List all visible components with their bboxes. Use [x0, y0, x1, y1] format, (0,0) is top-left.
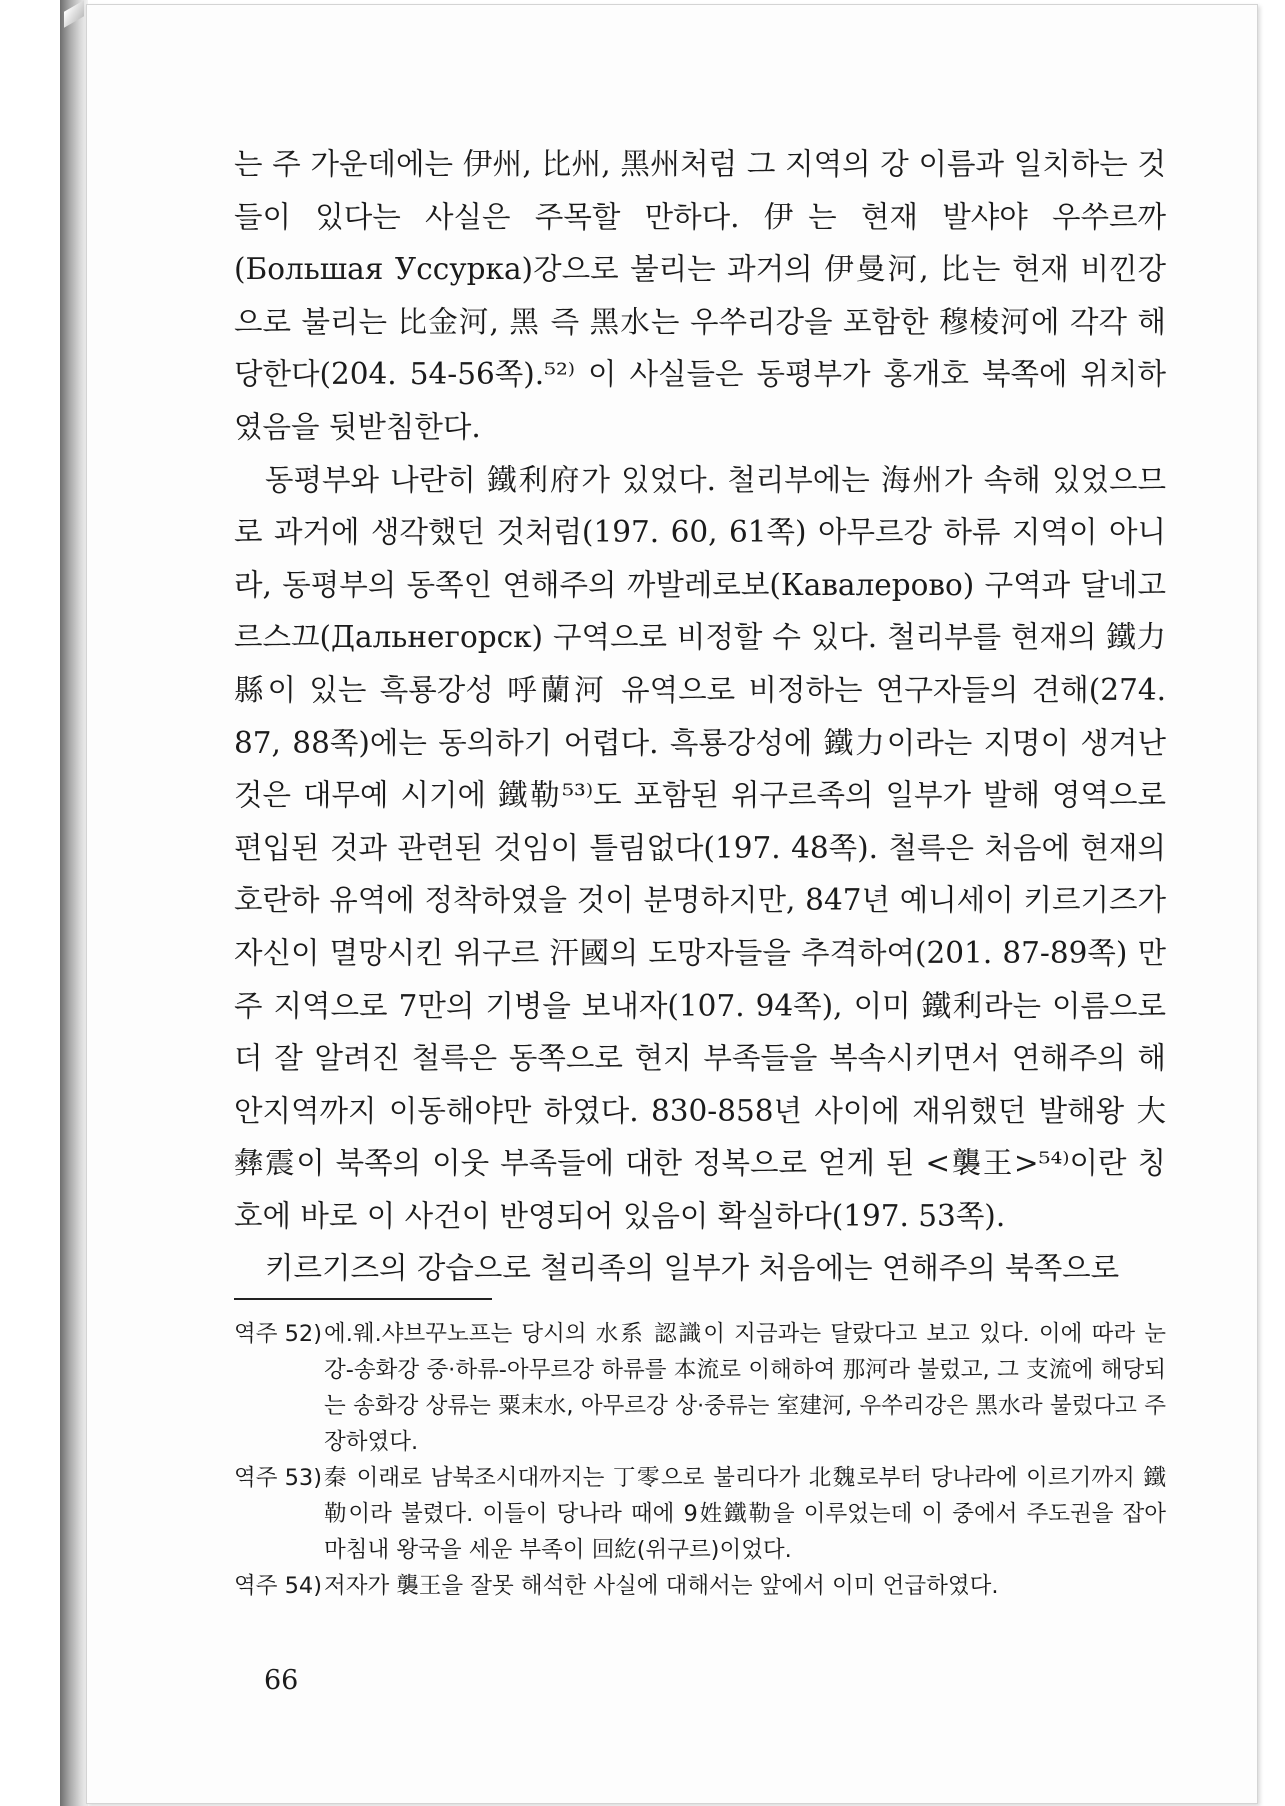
footnote-number: 역주 53) [234, 1465, 323, 1491]
footnote-text: 저자가 襲王을 잘못 해석한 사실에 대해서는 앞에서 이미 언급하였다. [324, 1573, 999, 1599]
footnotes [234, 1316, 1166, 1604]
footnote-54 [234, 1568, 1166, 1604]
page-number: 66 [264, 1665, 299, 1696]
paragraph-3: 키르기즈의 강습으로 철리족의 일부가 처음에는 연해주의 북쪽으로 [265, 1251, 1120, 1286]
footnote-53 [234, 1460, 1166, 1568]
book-spine [60, 0, 88, 1806]
paragraph-1: 는 주 가운데에는 伊州, 比州, 黑州처럼 그 지역의 강 이름과 일치하는 것들이 있다는 사실은 주목할 만하다. 伊는 현재 발샤야 우쑤르까(Большая Уссурка)강으로 불리는 과거의 伊曼河, 比는 현재 비낀강으로 불리는 比金河, 黑 즉 黑水는 우쑤리강을 포함한 穆棱河에 각각 해당한다(204. 54-56쪽).⁵²⁾ 이 사실들은 동평부가 홍개호 북쪽에 위치하였음을 뒷받침한다. [234, 147, 1166, 444]
footnote-number: 역주 52) [234, 1321, 323, 1347]
footnote-text: 秦 이래로 남북조시대까지는 丁零으로 불리다가 北魏로부터 당나라에 이르기까지 鐵勒이라 불렸다. 이들이 당나라 때에 9姓鐵勒을 이루었는데 이 중에서 주도권을 잡아 마침내 왕국을 세운 부족이 回紇(위구르)이었다. [324, 1465, 1166, 1563]
footnote-52 [234, 1316, 1166, 1460]
body-text [234, 138, 1166, 1295]
footnote-number: 역주 54) [234, 1573, 323, 1599]
footnote-text: 에.웨.샤브꾸노프는 당시의 水系 認識이 지금과는 달랐다고 보고 있다. 이에 따라 눈강-송화강 중·하류-아무르강 하류를 本流로 이해하여 那河라 불렀고, 그 支流에 해당되는 송화강 상류는 粟末水, 아무르강 상·중류는 室建河, 우쑤리강은 黑水라 불렀다고 주장하였다. [324, 1321, 1166, 1455]
paragraph-2: 동평부와 나란히 鐵利府가 있었다. 철리부에는 海州가 속해 있었으므로 과거에 생각했던 것처럼(197. 60, 61쪽) 아무르강 하류 지역이 아니라, 동평부의 동쪽인 연해주의 까발레로보(Кавалерово) 구역과 달네고르스끄(Дальнегорск) 구역으로 비정할 수 있다. 철리부를 현재의 鐵力縣이 있는 흑룡강성 呼蘭河 유역으로 비정하는 연구자들의 견해(274. 87, 88쪽)에는 동의하기 어렵다. 흑룡강성에 鐵力이라는 지명이 생겨난 것은 대무예 시기에 鐵勒⁵³⁾도 포함된 위구르족의 일부가 발해 영역으로 편입된 것과 관련된 것임이 틀림없다(197. 48쪽). 철륵은 처음에 현재의 호란하 유역에 정착하였을 것이 분명하지만, 847년 예니세이 키르기즈가 자신이 멸망시킨 위구르 汗國의 도망자들을 추격하여(201. 87-89쪽) 만주 지역으로 7만의 기병을 보내자(107. 94쪽), 이미 鐵利라는 이름으로 더 잘 알려진 철륵은 동쪽으로 현지 부족들을 복속시키면서 연해주의 해안지역까지 이동해야만 하였다. 830-858년 사이에 재위했던 발해왕 大彝震이 북쪽의 이웃 부족들에 대한 정복으로 얻게 된 <襲王>⁵⁴⁾이란 칭호에 바로 이 사건이 반영되어 있음이 확실하다(197. 53쪽). [234, 462, 1166, 1233]
footnote-separator [234, 1298, 492, 1300]
